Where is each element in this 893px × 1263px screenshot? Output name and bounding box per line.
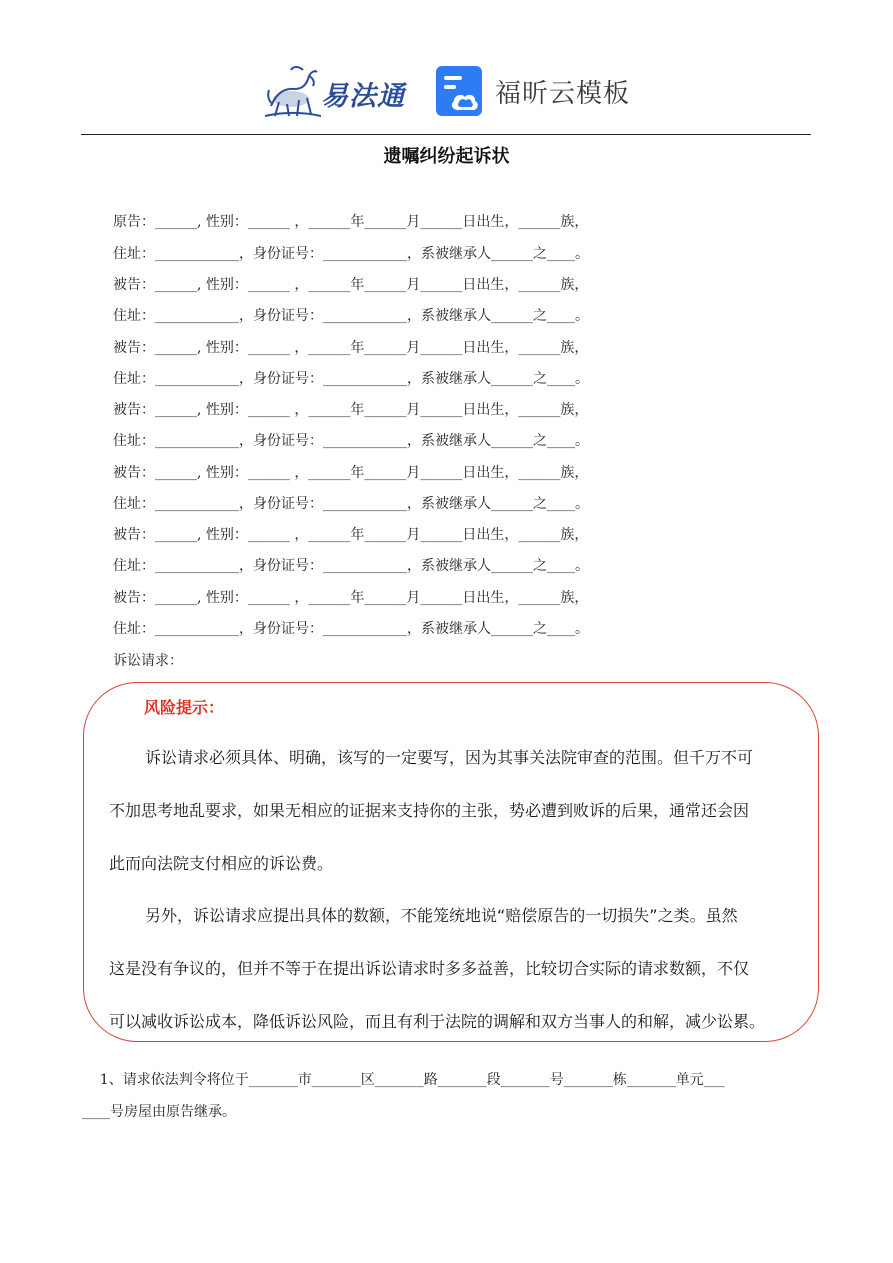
defendant-info-line: 被告：______, 性别：______ ，______年______月______日出生，______族， bbox=[113, 277, 589, 293]
yifatong-wordmark: 易法通 bbox=[321, 81, 405, 112]
defendant-address-line: 住址：____________，身份证号：____________，系被继承人______之____。 bbox=[113, 433, 589, 449]
claim-item-1-line1: 1、请求依法判令将位于_______市_______区_______路_______段_______号_______栋_______单元___ bbox=[82, 1072, 725, 1088]
risk-text-line: 另外，诉讼请求应提出具体的数额，不能笼统地说“赔偿原告的一切损失”之类。虽然 bbox=[145, 906, 738, 925]
defendant-info-line: 被告：______, 性别：______ ，______年______月______日出生，______族， bbox=[113, 340, 589, 356]
defendant-info-line: 被告：______, 性别：______ ，______年______月______日出生，______族， bbox=[113, 465, 589, 481]
defendant-address-line: 住址：____________，身份证号：____________，系被继承人______之____。 bbox=[113, 558, 589, 574]
fuxin-wordmark: 福昕云模板 bbox=[495, 79, 631, 109]
defendant-info-line: 被告：______, 性别：______ ，______年______月______日出生，______族， bbox=[113, 527, 589, 543]
defendant-address-line: 住址：____________，身份证号：____________，系被继承人______之____。 bbox=[113, 308, 589, 324]
claim-item-1-line2: ____号房屋由原告继承。 bbox=[82, 1104, 236, 1120]
risk-warning-box bbox=[83, 682, 819, 1042]
risk-text-line: 诉讼请求必须具体、明确，该写的一定要写，因为其事关法院审查的范围。但千万不可 bbox=[145, 748, 754, 767]
defendant-address-line: 住址：____________，身份证号：____________，系被继承人______之____。 bbox=[113, 621, 589, 637]
defendant-address-line: 住址：____________，身份证号：____________，系被继承人______之____。 bbox=[113, 371, 589, 387]
cloud-document-icon bbox=[436, 66, 486, 118]
claim-item-1 bbox=[82, 1064, 812, 1128]
page-header bbox=[0, 58, 893, 126]
defendant-info-line: 被告：______, 性别：______ ，______年______月______日出生，______族， bbox=[113, 402, 589, 418]
risk-paragraph-1 bbox=[109, 731, 809, 890]
risk-text-line: 不加思考地乱要求，如果无相应的证据来支持你的主张，势必遭到败诉的后果，通常还会因 bbox=[109, 801, 750, 820]
defendant-address-line: 住址：____________，身份证号：____________，系被继承人______之____。 bbox=[113, 496, 589, 512]
fuxin-logo bbox=[436, 64, 636, 120]
horse-emblem-icon bbox=[263, 62, 321, 120]
risk-text-line: 此而向法院支付相应的诉讼费。 bbox=[109, 854, 334, 873]
plaintiff-info-line: 原告：______, 性别：______ ，______年______月______日出生，______族， bbox=[113, 214, 589, 230]
risk-text-line: 可以减收诉讼成本，降低诉讼风险，而且有利于法院的调解和双方当事人的和解，减少讼累。 bbox=[109, 1012, 766, 1031]
risk-warning-title: 风险提示： bbox=[144, 698, 225, 717]
yifatong-logo bbox=[263, 62, 413, 122]
defendant-info-line: 被告：______, 性别：______ ，______年______月______日出生，______族， bbox=[113, 590, 589, 606]
header-divider bbox=[81, 134, 811, 135]
risk-paragraph-2 bbox=[109, 889, 809, 1048]
plaintiff-address-line: 住址：____________，身份证号：____________，系被继承人______之____。 bbox=[113, 246, 589, 262]
claims-label: 诉讼请求： bbox=[113, 653, 183, 669]
document-title: 遗嘱纠纷起诉状 bbox=[383, 146, 510, 167]
risk-text-line: 这是没有争议的，但并不等于在提出诉讼请求时多多益善，比较切合实际的请求数额，不仅 bbox=[109, 959, 750, 978]
